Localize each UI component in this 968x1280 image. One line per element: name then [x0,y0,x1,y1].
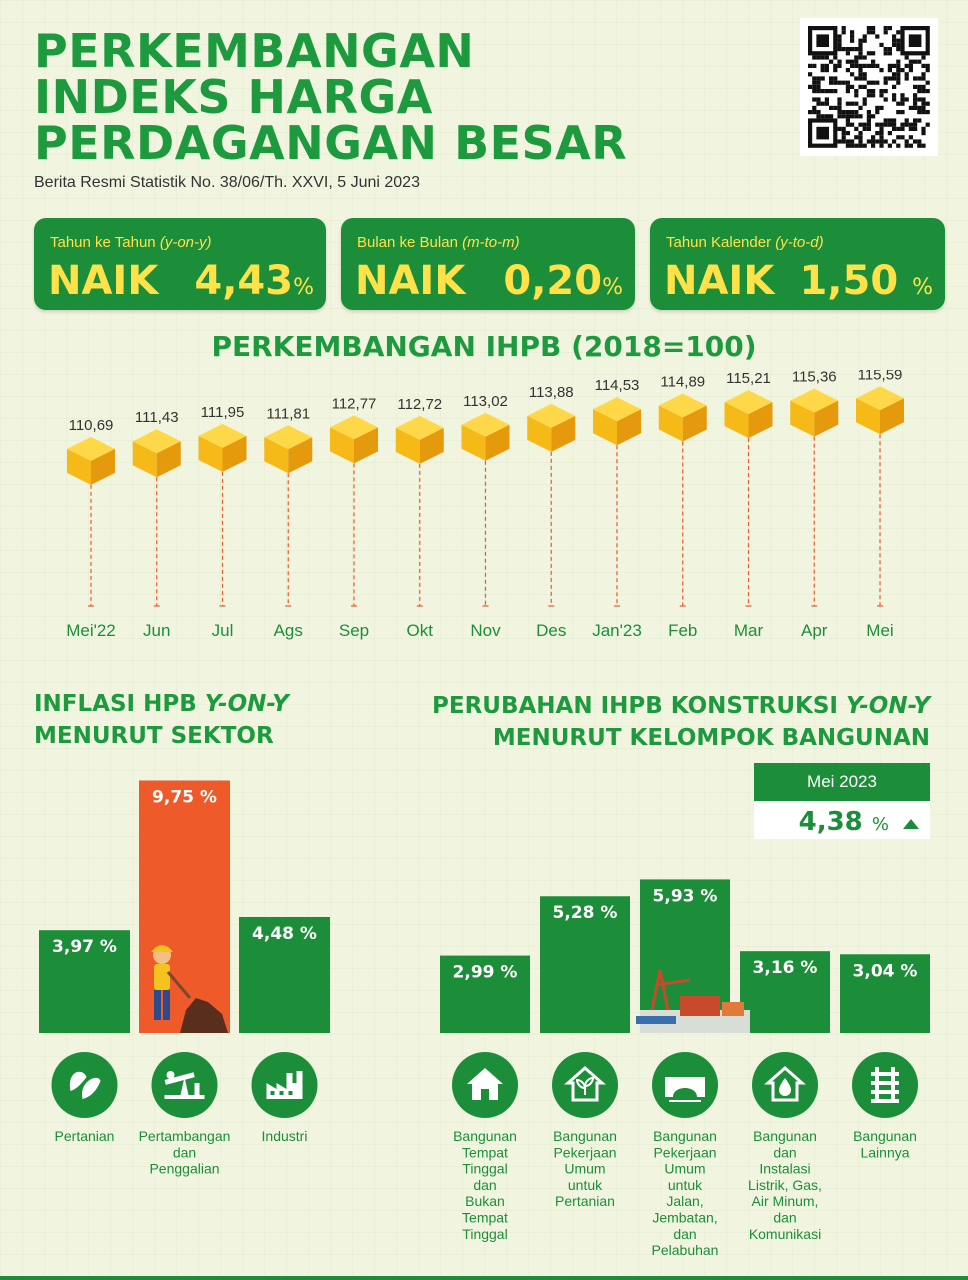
water-drop-house-icon [752,1052,818,1118]
construction-bar-value-label: 3,16 % [752,958,818,979]
card-yoy-label: Tahun ke Tahun [50,234,156,251]
card-ytd-word: NAIK [664,258,775,304]
factory-icon [252,1052,318,1118]
card-mtm-value: 0,20 [503,258,603,304]
ihpb-value-label: 112,77 [331,395,377,413]
ihpb-x-label: Jan'23 [592,621,642,640]
ihpb-point [199,404,247,640]
card-yoy-word: NAIK [48,258,159,304]
card-yoy-label-italic: (y-on-y) [159,234,212,251]
qr-code-icon[interactable] [800,18,938,156]
sector-bar-group [239,917,330,1033]
summary-period: Mei 2023 [754,763,930,801]
ihpb-point [462,393,510,640]
construction-bar-value-label: 2,99 % [452,962,518,983]
card-ytd-unit: % [912,275,933,300]
construction-title-italic: Y-ON-Y [845,693,930,719]
ihpb-x-label: Des [536,621,567,640]
ihpb-point [330,395,378,640]
ihpb-value-label: 115,21 [726,370,771,388]
ihpb-x-label: Jun [143,621,171,640]
ihpb-x-label: Nov [470,621,501,640]
construction-bar-group [540,896,630,1033]
ihpb-point [396,396,444,640]
page-title [34,24,628,170]
ihpb-value-label: 113,88 [528,383,574,401]
ihpb-x-label: Mar [733,621,764,640]
leaf-icon [52,1052,118,1118]
construction-title-line2: MENURUT KELOMPOK BANGUNAN [492,725,930,751]
card-mtm [341,218,635,310]
card-ytd-value: 1,50 [799,258,899,304]
construction-category-label: Bangunan Tempat Tinggal dan Bukan Tempat Tinggal [453,1128,517,1242]
ihpb-point [527,384,575,640]
ihpb-x-label: Ags [273,621,303,640]
ihpb-point [66,417,116,640]
ihpb-section-title: PERKEMBANGAN IHPB (2018=100) [211,330,757,363]
bar-charts [0,680,968,1280]
ihpb-value-label: 112,72 [397,395,443,413]
construction-bar-value-label: 3,04 % [852,961,918,982]
rail-icon [852,1052,918,1118]
ihpb-point [592,377,642,640]
oil-pump-icon [152,1052,218,1118]
ihpb-x-label: Sep [338,621,370,640]
sector-bar-group [139,780,230,1033]
construction-bar-group [740,951,830,1033]
title-line-2: INDEKS HARGA [34,70,433,124]
bridge-icon [652,1052,718,1118]
card-yoy [34,218,326,310]
construction-bar-group [440,956,530,1033]
card-yoy-value: 4,43 [194,258,294,304]
construction-category-label: Bangunan Pekerjaan Umum untuk Pertanian [553,1128,617,1210]
ihpb-x-label: Apr [801,621,828,640]
ihpb-x-label: Jul [211,621,234,640]
construction-category-label: Bangunan Pekerjaan Umum untuk Jalan, Jembatan, dan Pelabuhan [651,1128,719,1259]
ihpb-value-label: 110,69 [68,416,114,434]
sector-category-label: Pertambangan dan Penggalian [138,1128,231,1177]
sector-bar-value-label: 4,48 % [252,923,317,944]
ihpb-value-label: 114,89 [660,373,706,391]
construction-bar-group [840,954,930,1033]
sector-title-italic: Y-ON-Y [204,691,289,717]
ihpb-point [264,405,312,640]
card-mtm-word: NAIK [355,258,466,304]
ihpb-point [659,373,707,640]
card-yoy-unit: % [293,275,314,300]
plant-house-icon [552,1052,618,1118]
card-ytd-label: Tahun Kalender [666,234,772,251]
ihpb-point [790,370,838,640]
sector-bar [139,780,230,1033]
ihpb-x-label: Mei [866,621,894,640]
page-subtitle: Berita Resmi Statistik No. 38/06/Th. XXVI, 5 Juni 2023 [34,174,420,191]
ihpb-value-label: 111,43 [134,409,179,427]
bottom-divider [0,1276,968,1280]
ihpb-x-label: Okt [406,621,433,640]
construction-category-label: Bangunan Lainnya [853,1128,917,1161]
card-mtm-label-italic: (m-to-m) [462,234,520,251]
sector-title-line2: MENURUT SEKTOR [34,723,274,749]
construction-bar-value-label: 5,28 % [552,903,618,924]
card-mtm-label: Bulan ke Bulan [357,234,458,251]
ihpb-value-label: 111,81 [266,405,311,423]
title-line-1: PERKEMBANGAN [34,24,475,78]
card-ytd-label-italic: (y-to-d) [775,234,824,251]
ihpb-x-label: Mei'22 [66,621,116,640]
ihpb-point [133,409,181,640]
construction-title-plain: PERUBAHAN IHPB KONSTRUKSI [432,693,846,719]
ihpb-value-label: 115,59 [857,370,903,384]
sector-bar-group [39,930,130,1033]
ihpb-point [725,370,773,640]
card-ytd [650,218,945,310]
ihpb-value-label: 113,02 [463,392,508,410]
sector-category-label: Industri [261,1128,308,1144]
ihpb-point [856,370,904,640]
sector-bar-value-label: 9,75 % [152,787,217,808]
sector-category-label: Pertanian [54,1128,115,1144]
summary-value: 4,38 [798,807,863,837]
sector-bar-value-label: 3,97 % [52,937,117,958]
sector-title-plain: INFLASI HPB [34,691,205,717]
card-mtm-unit: % [602,275,623,300]
summary-unit: % [871,814,889,835]
ihpb-chart [0,370,968,650]
construction-bar-value-label: 5,93 % [652,886,718,907]
title-line-3: PERDAGANGAN BESAR [34,116,628,170]
ihpb-value-label: 111,95 [200,403,245,421]
house-icon [452,1052,518,1118]
ihpb-value-label: 114,53 [594,377,640,395]
ihpb-x-label: Feb [668,621,698,640]
construction-category-label: Bangunan dan Instalasi Listrik, Gas, Air Minum, dan Komunikasi [748,1128,822,1242]
ihpb-value-label: 115,36 [791,370,837,386]
